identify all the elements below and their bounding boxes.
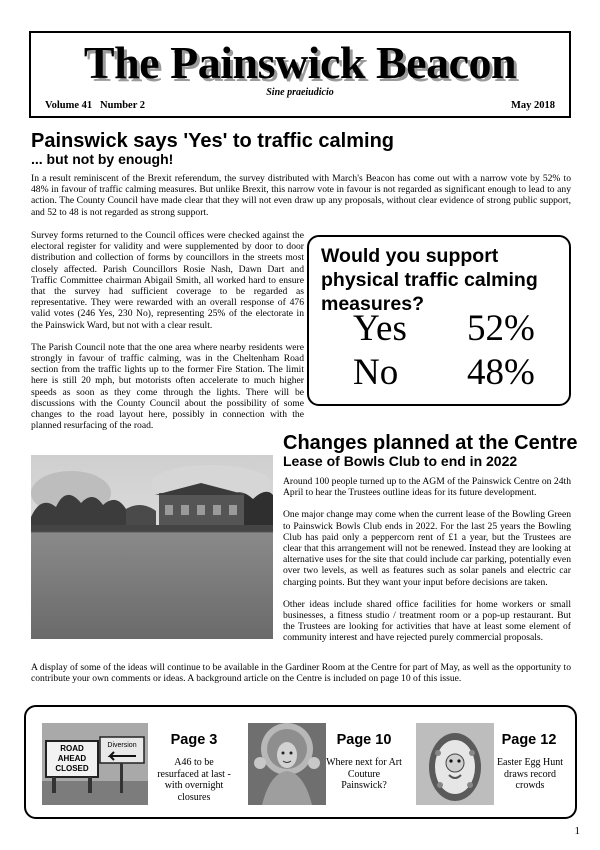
article1-column — [31, 230, 304, 442]
article2-column — [283, 476, 571, 655]
article2-headline: Changes planned at the Centre — [283, 432, 578, 454]
motto: Sine praeiudicio — [266, 87, 334, 98]
art-couture-costume-image — [248, 723, 326, 805]
article2-paragraph: One major change may come when the current lease of the Bowling Green to Painswick Bowls Club ends in 2022. For the last 25 years the Bowling Club has paid only a peppercorn rent of £1 a year, but the Trustees are clear that this arrangement will not be renewed. Instead they are looking at alternative uses for the site that could include car parking, potentially even over two levels, as well as features such as solar panels and electric car charging points. But they want your input before decisions are taken. — [283, 509, 571, 588]
sign-diversion-text: Diversion — [107, 742, 137, 749]
newspaper-title: The Painswick Beacon — [83, 37, 517, 88]
poll-question: Would you support physical traffic calming measures? — [321, 245, 538, 315]
teaser-text-page-10: Where next for Art Couture Painswick? — [326, 757, 402, 791]
teaser-page-12[interactable]: Page 12 — [501, 732, 557, 748]
sign-closed-text: CLOSED — [55, 764, 89, 773]
bowling-green-photo — [31, 455, 273, 639]
volume-number: Volume 41 Number 2 — [45, 100, 146, 111]
page-number: 1 — [574, 825, 580, 837]
article1-paragraph: The Parish Council note that the one area where nearby residents were strongly in favour of traffic calming, was in the Cheltenham Road section from the traffic lights up to the former Fire Station. The limit here is still 20 mph, but motorists often accelerate to much higher speeds as soon as they come through the lights. There will be discussions with the County Council about the possibility of some changes to the road layout here, possibly in connection with the planned resurfacing of the road. — [31, 341, 304, 432]
issue-date: May 2018 — [510, 100, 555, 111]
road-closed-sign-image — [42, 723, 148, 805]
teaser-page-10[interactable]: Page 10 — [336, 732, 392, 748]
poll-no-value: 48% — [467, 352, 535, 393]
article1-subhead: ... but not by enough! — [31, 151, 174, 167]
poll-box — [307, 235, 571, 406]
article1-intro: In a result reminiscent of the Brexit referendum, the survey distributed with March's Beacon has come out with a narrow vote by 52% to 48% in favour of traffic calming measures. But unlike Brexit, this narrow vote in favour is not regarded as significant enough to lead to any action. The County Council have made clear that they will not even draw up any proposals, without clear evidence of strong public support, and 52 to 48 is not regarded as strong support. — [31, 173, 571, 218]
teaser-page-3[interactable]: Page 3 — [170, 732, 218, 748]
poll-yes-label: Yes — [353, 308, 407, 349]
article2-paragraph: Other ideas include shared office facilities for home workers or small businesses, a fitness studio / treatment room or a pop-up restaurant. But the Trustees are looking for activities that have at least some element of community interest and have rejected purely commercial proposals. — [283, 598, 571, 644]
sign-road-text: ROAD — [60, 744, 84, 753]
teaser-text-page-3: A46 to be resurfaced at last - with overnight closures — [157, 757, 231, 803]
article1-paragraph: Survey forms returned to the Council offices were checked against the electoral register for validity and were supplemented by door to door distribution and collection of forms by councillors in the streets most closely affected. Parish Councillors Rosie Nash, Dawn Dart and Traffic Committee chairman Abigail Smith, all worked hard to ensure that the survey had sufficient coverage to be regarded as representative. They were rewarded with an overall response of 476 valid votes (246 Yes, 230 No), representing 25% of the electorate in the Painswick Ward, but not with a clear result. — [31, 230, 304, 331]
poll-no-label: No — [353, 352, 399, 393]
easter-egg-image — [416, 723, 494, 805]
poll-yes-value: 52% — [467, 308, 535, 349]
masthead — [29, 31, 571, 118]
article2-subhead: Lease of Bowls Club to end in 2022 — [283, 453, 518, 469]
teaser-text-page-12: Easter Egg Hunt draws record crowds — [496, 757, 564, 791]
teaser-box — [24, 705, 577, 819]
article2-closing-paragraph: A display of some of the ideas will continue to be available in the Gardiner Room at the Centre for part of May, as well as the opportunity to contribute your own comments or ideas. A background article on the Centre is included on page 10 of this issue. — [31, 662, 571, 685]
sign-ahead-text: AHEAD — [57, 754, 87, 763]
article2-paragraph: Around 100 people turned up to the AGM of the Painswick Centre on 24th April to hear the Trustees outline ideas for its future development. — [283, 476, 571, 499]
article1-headline: Painswick says 'Yes' to traffic calming — [31, 130, 395, 152]
